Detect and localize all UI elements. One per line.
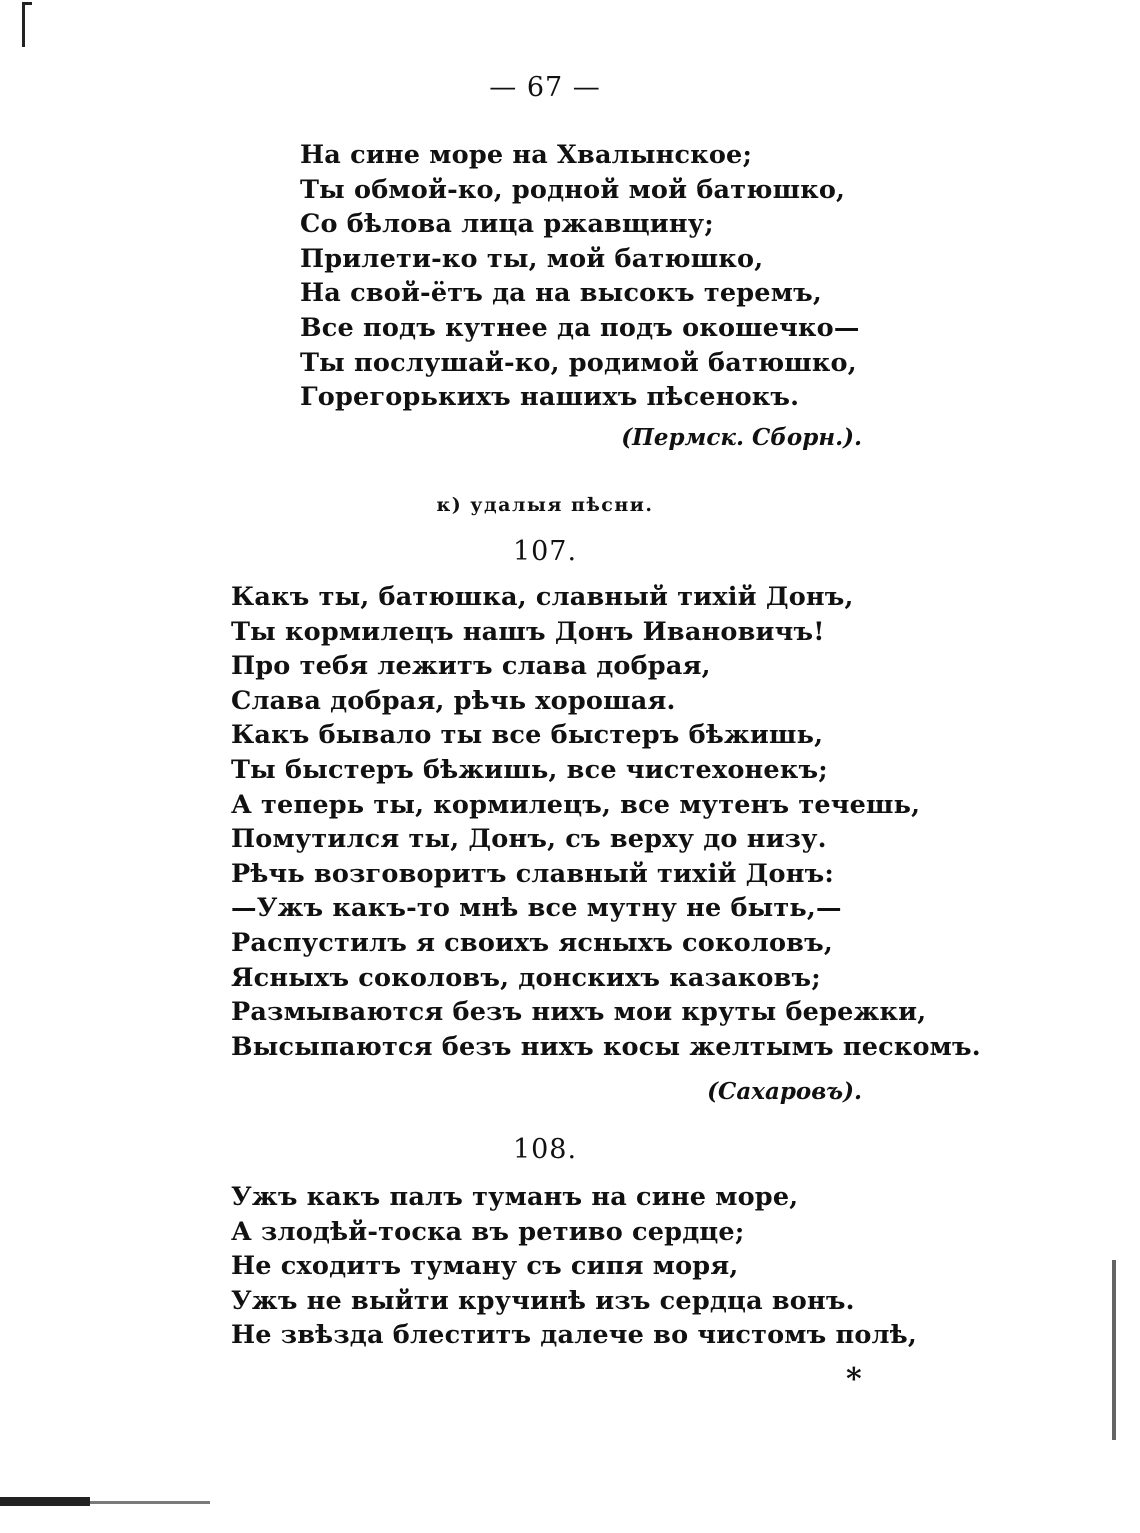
scan-edge-mark	[1112, 1260, 1116, 1440]
poem-line: Горегорькихъ нашихъ пѣсенокъ.	[300, 382, 800, 413]
poem-line: Ясныхъ соколовъ, донскихъ казаковъ;	[231, 962, 821, 993]
scan-edge-mark	[0, 1497, 90, 1506]
poem-line: На сине море на Хвалынское;	[300, 140, 753, 170]
poem-line: А теперь ты, кормилецъ, все мутенъ течешь,	[231, 789, 921, 820]
poem-line: Не сходитъ туману съ сипя моря,	[231, 1251, 739, 1282]
poem-line: Ужъ какъ палъ туманъ на сине море,	[231, 1182, 799, 1212]
song-107-text	[231, 580, 981, 1064]
poem-line: На свой-ётъ да на высокъ теремъ,	[300, 278, 822, 309]
poem-line: Высыпаются безъ нихъ косы желтымъ пескомъ.	[231, 1031, 981, 1062]
song-108-text	[231, 1180, 917, 1353]
poem-line: Ты обмой-ко, родной мой батюшко,	[300, 174, 846, 205]
poem-line: Ты кормилецъ нашъ Донъ Ивановичъ!	[231, 616, 825, 647]
scan-edge-mark	[22, 2, 32, 5]
scan-edge-mark	[90, 1501, 210, 1504]
footnote-mark: *	[846, 1362, 862, 1397]
poem-line: Распустилъ я своихъ ясныхъ соколовъ,	[231, 927, 833, 958]
page-number: — 67 —	[489, 72, 601, 103]
poem-line: Помутился ты, Донъ, съ верху до низу.	[231, 824, 827, 855]
poem-line: Размываются безъ нихъ мои круты бережки,	[231, 997, 927, 1028]
poem-attribution: (Пермск. Сборн.).	[621, 424, 862, 451]
poem-line: Со бѣлова лица ржавщину;	[300, 209, 714, 240]
poem-line: А злодѣй-тоска въ ретиво сердце;	[231, 1216, 745, 1247]
scan-edge-mark	[22, 2, 25, 47]
poem-line: Ты быстеръ бѣжишь, все чистехонекъ;	[231, 754, 828, 785]
poem-line: Про тебя лежитъ слава добрая,	[231, 651, 711, 682]
poem-line: Прилети-ко ты, мой батюшко,	[300, 243, 764, 274]
poem-line: Какъ бывало ты все быстеръ бѣжишь,	[231, 720, 824, 751]
poem-continued	[300, 138, 860, 415]
poem-line: Какъ ты, батюшка, славный тихій Донъ,	[231, 582, 854, 612]
poem-line: —Ужъ какъ-то мнѣ все мутну не быть,—	[231, 893, 842, 924]
poem-line: Все подъ кутнее да подъ окошечко—	[300, 312, 860, 343]
poem-line: Слава добрая, рѣчь хорошая.	[231, 685, 676, 716]
section-heading: к) удалыя пѣсни.	[436, 494, 654, 516]
poem-line: Ты послушай-ко, родимой батюшко,	[300, 347, 857, 378]
song-number: 107.	[512, 536, 578, 567]
poem-line: Ужъ не выйти кручинѣ изъ сердца вонъ.	[231, 1285, 855, 1316]
song-107-attribution: (Сахаровъ).	[707, 1078, 862, 1105]
poem-line: Не звѣзда блеститъ далече во чистомъ полѣ,	[231, 1320, 917, 1351]
song-number: 108.	[512, 1134, 578, 1165]
poem-line: Рѣчь возговоритъ славный тихій Донъ:	[231, 858, 834, 889]
